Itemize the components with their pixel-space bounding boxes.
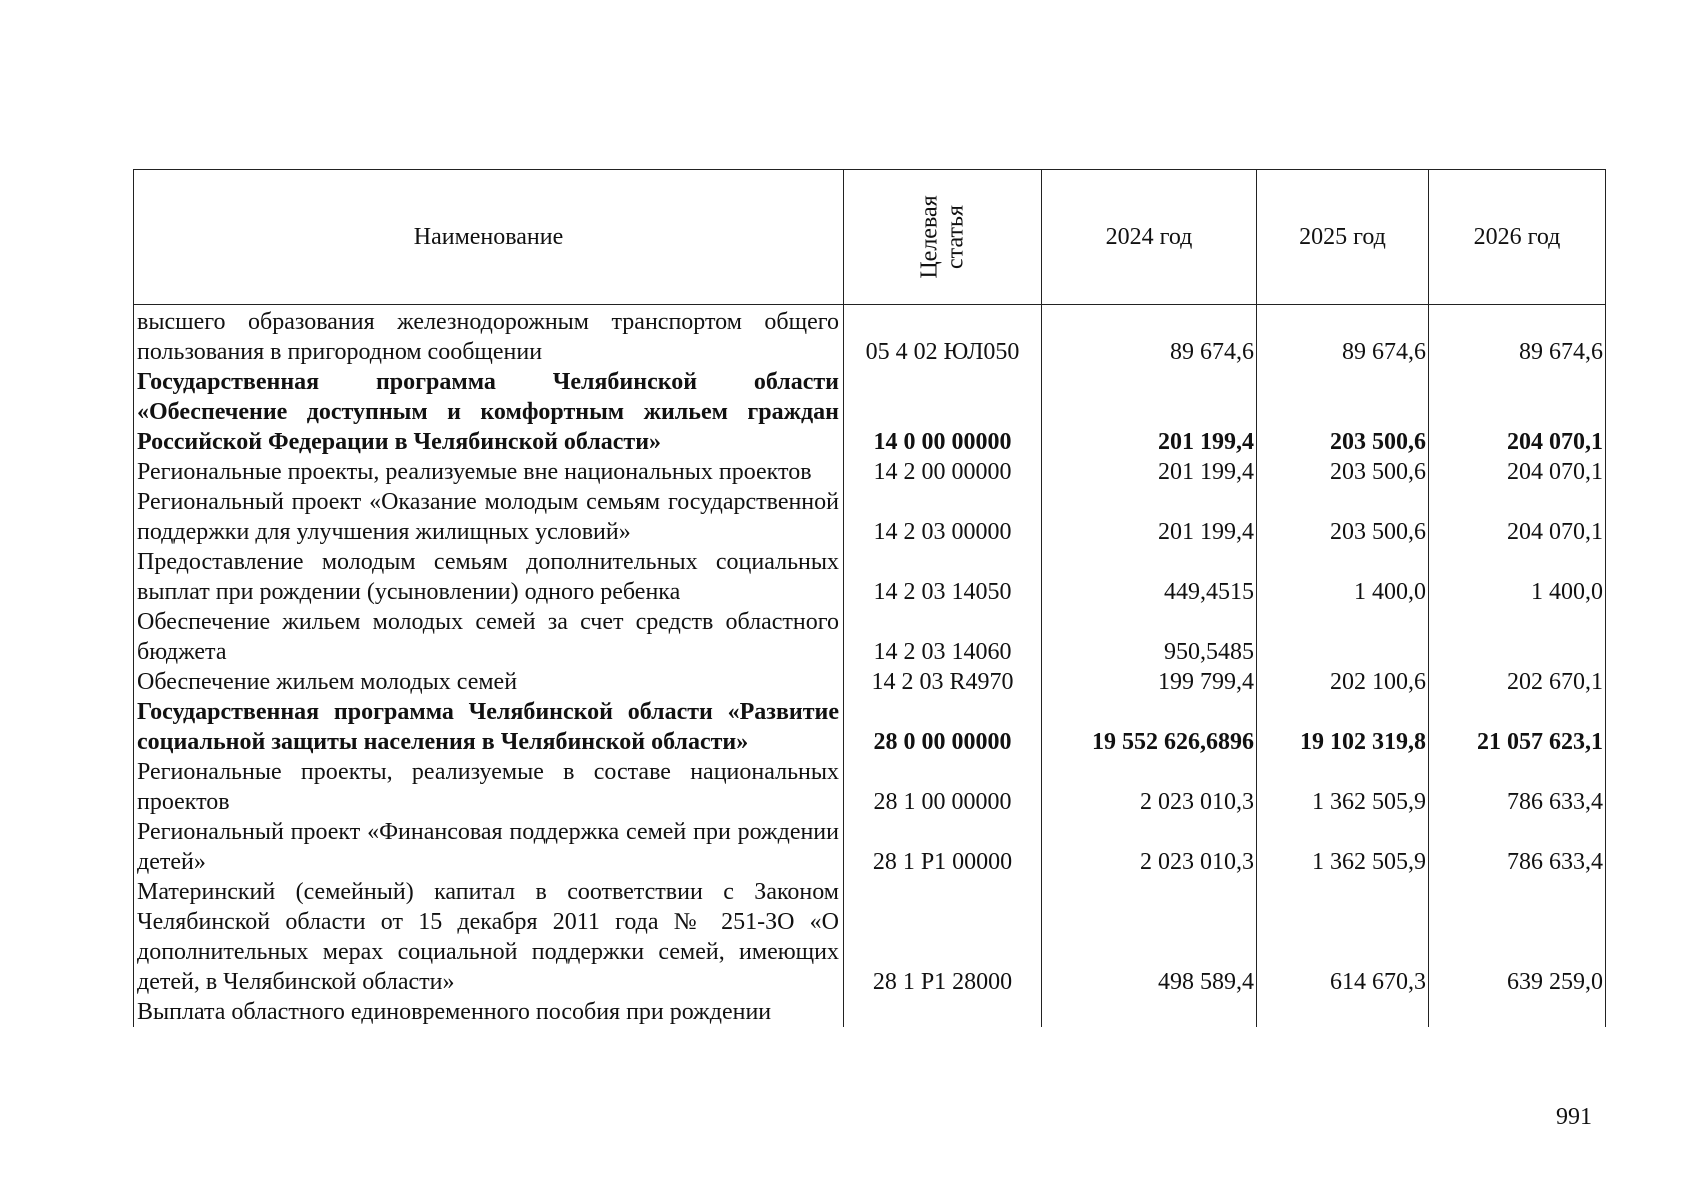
target-article-cell (844, 997, 1042, 1027)
table-row (134, 757, 1606, 817)
target-article-cell: 28 1 P1 00000 (844, 817, 1042, 877)
name-cell: Государственная программа Челябинской области «Обеспечение доступным и комфортным жильем граждан Российской Федерации в Челябинской области» (134, 367, 844, 457)
amount-2024-cell: 89 674,6 (1042, 305, 1257, 368)
amount-2026-cell: 202 670,1 (1429, 667, 1606, 697)
amount-2025-cell: 614 670,3 (1257, 877, 1429, 997)
table-row (134, 607, 1606, 667)
amount-2025-cell: 1 362 505,9 (1257, 757, 1429, 817)
amount-2025-cell: 1 362 505,9 (1257, 817, 1429, 877)
name-cell: Региональные проекты, реализуемые в составе национальных проектов (134, 757, 844, 817)
amount-2024-cell: 201 199,4 (1042, 457, 1257, 487)
amount-2026-cell: 786 633,4 (1429, 817, 1606, 877)
header-code-line1: Целевая (916, 195, 943, 279)
table-row (134, 305, 1606, 368)
name-cell: Региональный проект «Оказание молодым семьям государственной поддержки для улучшения жилищных условий» (134, 487, 844, 547)
target-article-cell: 14 2 03 14050 (844, 547, 1042, 607)
table-row (134, 817, 1606, 877)
amount-2026-cell: 204 070,1 (1429, 457, 1606, 487)
table-row (134, 697, 1606, 757)
target-article-cell: 28 1 00 00000 (844, 757, 1042, 817)
header-2025: 2025 год (1257, 170, 1429, 305)
amount-2024-cell: 2 023 010,3 (1042, 817, 1257, 877)
target-article-cell: 05 4 02 ЮЛ050 (844, 305, 1042, 368)
table-row (134, 667, 1606, 697)
page-number: 991 (1556, 1104, 1592, 1130)
table-header-row (134, 170, 1606, 305)
amount-2026-cell: 204 070,1 (1429, 367, 1606, 457)
amount-2024-cell: 201 199,4 (1042, 487, 1257, 547)
header-code-line2: статья (942, 205, 969, 269)
table-row (134, 367, 1606, 457)
target-article-cell: 28 1 P1 28000 (844, 877, 1042, 997)
amount-2024-cell (1042, 997, 1257, 1027)
amount-2025-cell: 89 674,6 (1257, 305, 1429, 368)
target-article-cell: 14 2 00 00000 (844, 457, 1042, 487)
target-article-cell: 14 0 00 00000 (844, 367, 1042, 457)
amount-2024-cell: 950,5485 (1042, 607, 1257, 667)
amount-2024-cell: 19 552 626,6896 (1042, 697, 1257, 757)
amount-2026-cell: 204 070,1 (1429, 487, 1606, 547)
amount-2026-cell: 21 057 623,1 (1429, 697, 1606, 757)
target-article-cell: 28 0 00 00000 (844, 697, 1042, 757)
amount-2026-cell: 786 633,4 (1429, 757, 1606, 817)
amount-2024-cell: 199 799,4 (1042, 667, 1257, 697)
table-row (134, 997, 1606, 1027)
name-cell: Выплата областного единовременного пособия при рождении (134, 997, 844, 1027)
amount-2025-cell: 203 500,6 (1257, 457, 1429, 487)
amount-2026-cell (1429, 997, 1606, 1027)
amount-2025-cell: 203 500,6 (1257, 487, 1429, 547)
name-cell: Предоставление молодым семьям дополнительных социальных выплат при рождении (усыновлении) одного ребенка (134, 547, 844, 607)
target-article-cell: 14 2 03 14060 (844, 607, 1042, 667)
amount-2026-cell: 1 400,0 (1429, 547, 1606, 607)
budget-table (133, 169, 1606, 1027)
table-row (134, 547, 1606, 607)
name-cell: Обеспечение жильем молодых семей (134, 667, 844, 697)
amount-2026-cell: 89 674,6 (1429, 305, 1606, 368)
name-cell: Региональный проект «Финансовая поддержка семей при рождении детей» (134, 817, 844, 877)
amount-2024-cell: 498 589,4 (1042, 877, 1257, 997)
amount-2025-cell: 19 102 319,8 (1257, 697, 1429, 757)
name-cell: Региональные проекты, реализуемые вне национальных проектов (134, 457, 844, 487)
target-article-cell: 14 2 03 R4970 (844, 667, 1042, 697)
name-cell: Государственная программа Челябинской области «Развитие социальной защиты населения в Челябинской области» (134, 697, 844, 757)
header-name: Наименование (134, 170, 844, 305)
amount-2025-cell: 202 100,6 (1257, 667, 1429, 697)
table-row (134, 877, 1606, 997)
amount-2024-cell: 449,4515 (1042, 547, 1257, 607)
name-cell: Материнский (семейный) капитал в соответствии с Законом Челябинской области от 15 декабря 2011 года № 251-ЗО «О дополнительных мерах социальной поддержки семей, имеющих детей, в Челябинской области» (134, 877, 844, 997)
table-row (134, 487, 1606, 547)
name-cell: высшего образования железнодорожным транспортом общего пользования в пригородном сообщении (134, 305, 844, 368)
header-2024: 2024 год (1042, 170, 1257, 305)
name-cell: Обеспечение жильем молодых семей за счет средств областного бюджета (134, 607, 844, 667)
amount-2024-cell: 2 023 010,3 (1042, 757, 1257, 817)
amount-2025-cell (1257, 997, 1429, 1027)
amount-2025-cell (1257, 607, 1429, 667)
table-body (134, 305, 1606, 1028)
amount-2025-cell: 203 500,6 (1257, 367, 1429, 457)
amount-2025-cell: 1 400,0 (1257, 547, 1429, 607)
table-row (134, 457, 1606, 487)
target-article-cell: 14 2 03 00000 (844, 487, 1042, 547)
header-target-article (844, 170, 1042, 305)
amount-2026-cell: 639 259,0 (1429, 877, 1606, 997)
amount-2024-cell: 201 199,4 (1042, 367, 1257, 457)
header-2026: 2026 год (1429, 170, 1606, 305)
amount-2026-cell (1429, 607, 1606, 667)
